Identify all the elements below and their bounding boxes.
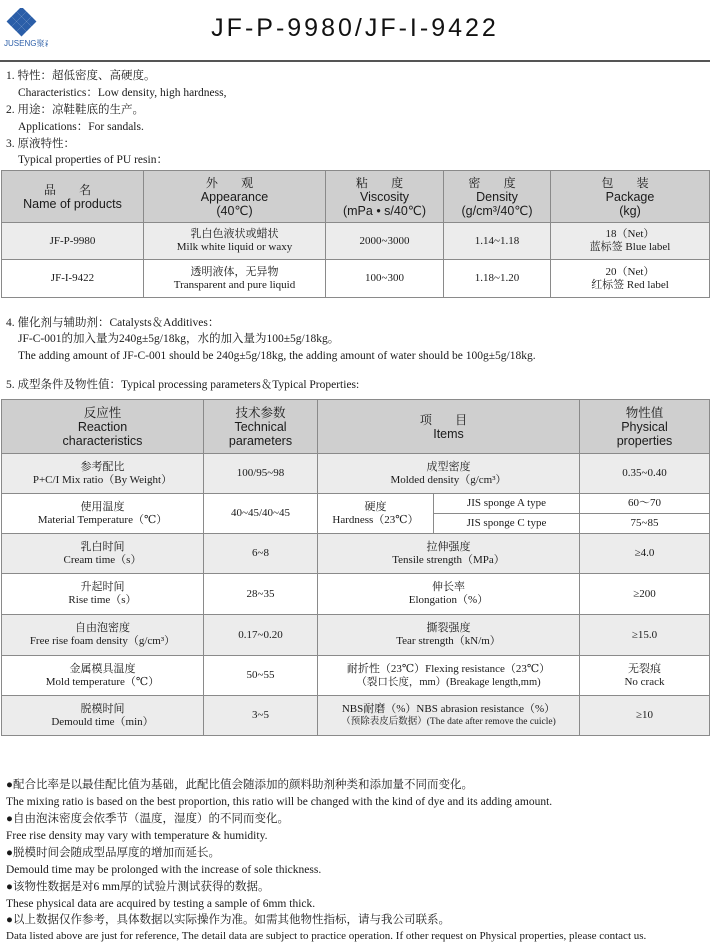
processing-parameters-table [1,399,710,736]
item-cell: 拉伸强度 Tensile strength（MPa） [318,534,580,574]
note-density-zh: ●自由泡沫密度会依季节（温度，湿度）的不同而变化。 [6,813,289,825]
resin-properties-en: Typical properties of PU resin： [18,154,168,166]
param-cell: 6~8 [204,534,318,574]
value-cell: ≥200 [580,574,710,615]
reaction-cell: 脱模时间 Demould time（min） [2,696,204,736]
value-cell: ≥10 [580,696,710,736]
product-appearance: 乳白色液状或蜡状 Milk white liquid or waxy [144,223,326,260]
characteristics-en: Characteristics：Low density, high hardness, [18,87,227,99]
value-cell: 无裂痕 No crack [580,656,710,696]
product-name: JF-I-9422 [2,260,144,298]
hardness-c-cell: JIS sponge C type [434,514,580,534]
header-items: 项 目 Items [318,400,580,454]
param-cell: 40~45/40~45 [204,494,318,534]
resin-properties-table [1,170,710,298]
header-appearance: 外 观 Appearance (40℃) [144,171,326,223]
reaction-cell: 参考配比 P+C/I Mix ratio（By Weight） [2,454,204,494]
value-cell: ≥4.0 [580,534,710,574]
table-row [2,260,710,298]
note-mix-en: The mixing ratio is based on the best proportion, this ratio will be changed with the kind of dye and its adding amount. [6,796,553,808]
param-cell: 3~5 [204,696,318,736]
hardness-cell: 硬度 Hardness（23℃） [318,494,434,534]
characteristics-zh: 1. 特性：超低密度、高硬度。 [6,70,156,82]
header-technical: 技术参数 Technical parameters [204,400,318,454]
header-package: 包 装 Package (kg) [551,171,710,223]
applications-zh: 2. 用途：凉鞋鞋底的生产。 [6,104,144,116]
note-demould-en: Demould time may be prolonged with the increase of sole thickness. [6,864,322,876]
table-row [2,454,710,494]
param-cell: 100/95~98 [204,454,318,494]
catalyst-zh: JF-C-001的加入量为240g±5g/18kg，水的加入量为100±5g/18kg。 [18,333,340,345]
product-density: 1.14~1.18 [444,223,551,260]
item-cell: 耐折性（23℃）Flexing resistance（23℃） （裂口长度，mm）(Breakage length,mm) [318,656,580,696]
product-package: 18（Net） 蓝标签 Blue label [551,223,710,260]
note-reference-zh: ●以上数据仅作参考，具体数据以实际操作为准。如需其他物性指标，请与我公司联系。 [6,914,450,926]
header-physical: 物性值 Physical properties [580,400,710,454]
note-sample-en: These physical data are acquired by testing a sample of 6mm thick. [6,898,316,910]
reaction-cell: 自由泡密度 Free rise foam density（g/cm³） [2,615,204,656]
table-row [2,223,710,260]
resin-properties-zh: 3. 原液特性： [6,138,75,150]
table-row [2,656,710,696]
reaction-cell: 升起时间 Rise time（s） [2,574,204,615]
process-table-header [2,400,710,454]
product-density: 1.18~1.20 [444,260,551,298]
resin-table-header [2,171,710,223]
header-viscosity: 粘 度 Viscosity (mPa • s/40℃) [326,171,444,223]
section5-title: 5. 成型条件及物性值：Typical processing parameters＆Typical Properties: [6,379,360,391]
value-cell: 0.35~0.40 [580,454,710,494]
param-cell: 28~35 [204,574,318,615]
logo-text: JUSENG聚森 [4,39,48,48]
note-reference-en: Data listed above are just for reference, The detail data are subject to practice operation. If other request on Physical properties, please contact us. [6,930,647,942]
product-viscosity: 2000~3000 [326,223,444,260]
catalyst-en: The adding amount of JF-C-001 should be 240g±5g/18kg, the adding amount of water should be 100g±5g/18kg. [18,350,536,362]
note-demould-zh: ●脱模时间会随成型品厚度的增加而延长。 [6,847,220,859]
table-row [2,615,710,656]
item-cell: 成型密度 Molded density（g/cm³） [318,454,580,494]
table-row [2,574,710,615]
note-density-en: Free rise density may vary with temperature & humidity. [6,830,268,842]
product-name: JF-P-9980 [2,223,144,260]
table-row [2,494,710,514]
value-cell: 60～70 [580,494,710,514]
product-appearance: 透明液体，无异物 Transparent and pure liquid [144,260,326,298]
header-name: 品 名 Name of products [2,171,144,223]
table-row [2,534,710,574]
note-mix-zh: ●配合比率是以最佳配比值为基础，此配比值会随添加的颜料助剂种类和添加量不同而变化。 [6,779,473,791]
applications-en: Applications：For sandals. [18,121,144,133]
reaction-cell: 乳白时间 Cream time（s） [2,534,204,574]
header-reaction: 反应性 Reaction characteristics [2,400,204,454]
hardness-a-cell: JIS sponge A type [434,494,580,514]
value-cell: 75~85 [580,514,710,534]
param-cell: 0.17~0.20 [204,615,318,656]
value-cell: ≥15.0 [580,615,710,656]
document-title: JF-P-9980/JF-I-9422 [211,14,499,42]
note-sample-zh: ●该物性数据是对6 mm厚的试验片测试获得的数据。 [6,881,270,893]
reaction-cell: 金属模具温度 Mold temperature（℃） [2,656,204,696]
catalyst-title: 4. 催化剂与辅助剂：Catalysts＆Additives： [6,317,220,329]
item-cell: 撕裂强度 Tear strength（kN/m） [318,615,580,656]
header-density: 密 度 Density (g/cm³/40℃) [444,171,551,223]
item-cell: NBS耐磨（%）NBS abrasion resistance（%） （预除表皮后数据）(The date after remove the cuicle) [318,696,580,736]
product-viscosity: 100~300 [326,260,444,298]
page-header [0,0,710,62]
reaction-cell: 使用温度 Material Temperature（℃） [2,494,204,534]
product-package: 20（Net） 红标签 Red label [551,260,710,298]
item-cell: 伸长率 Elongation（%） [318,574,580,615]
header-rule [0,60,710,62]
table-row [2,696,710,736]
param-cell: 50~55 [204,656,318,696]
